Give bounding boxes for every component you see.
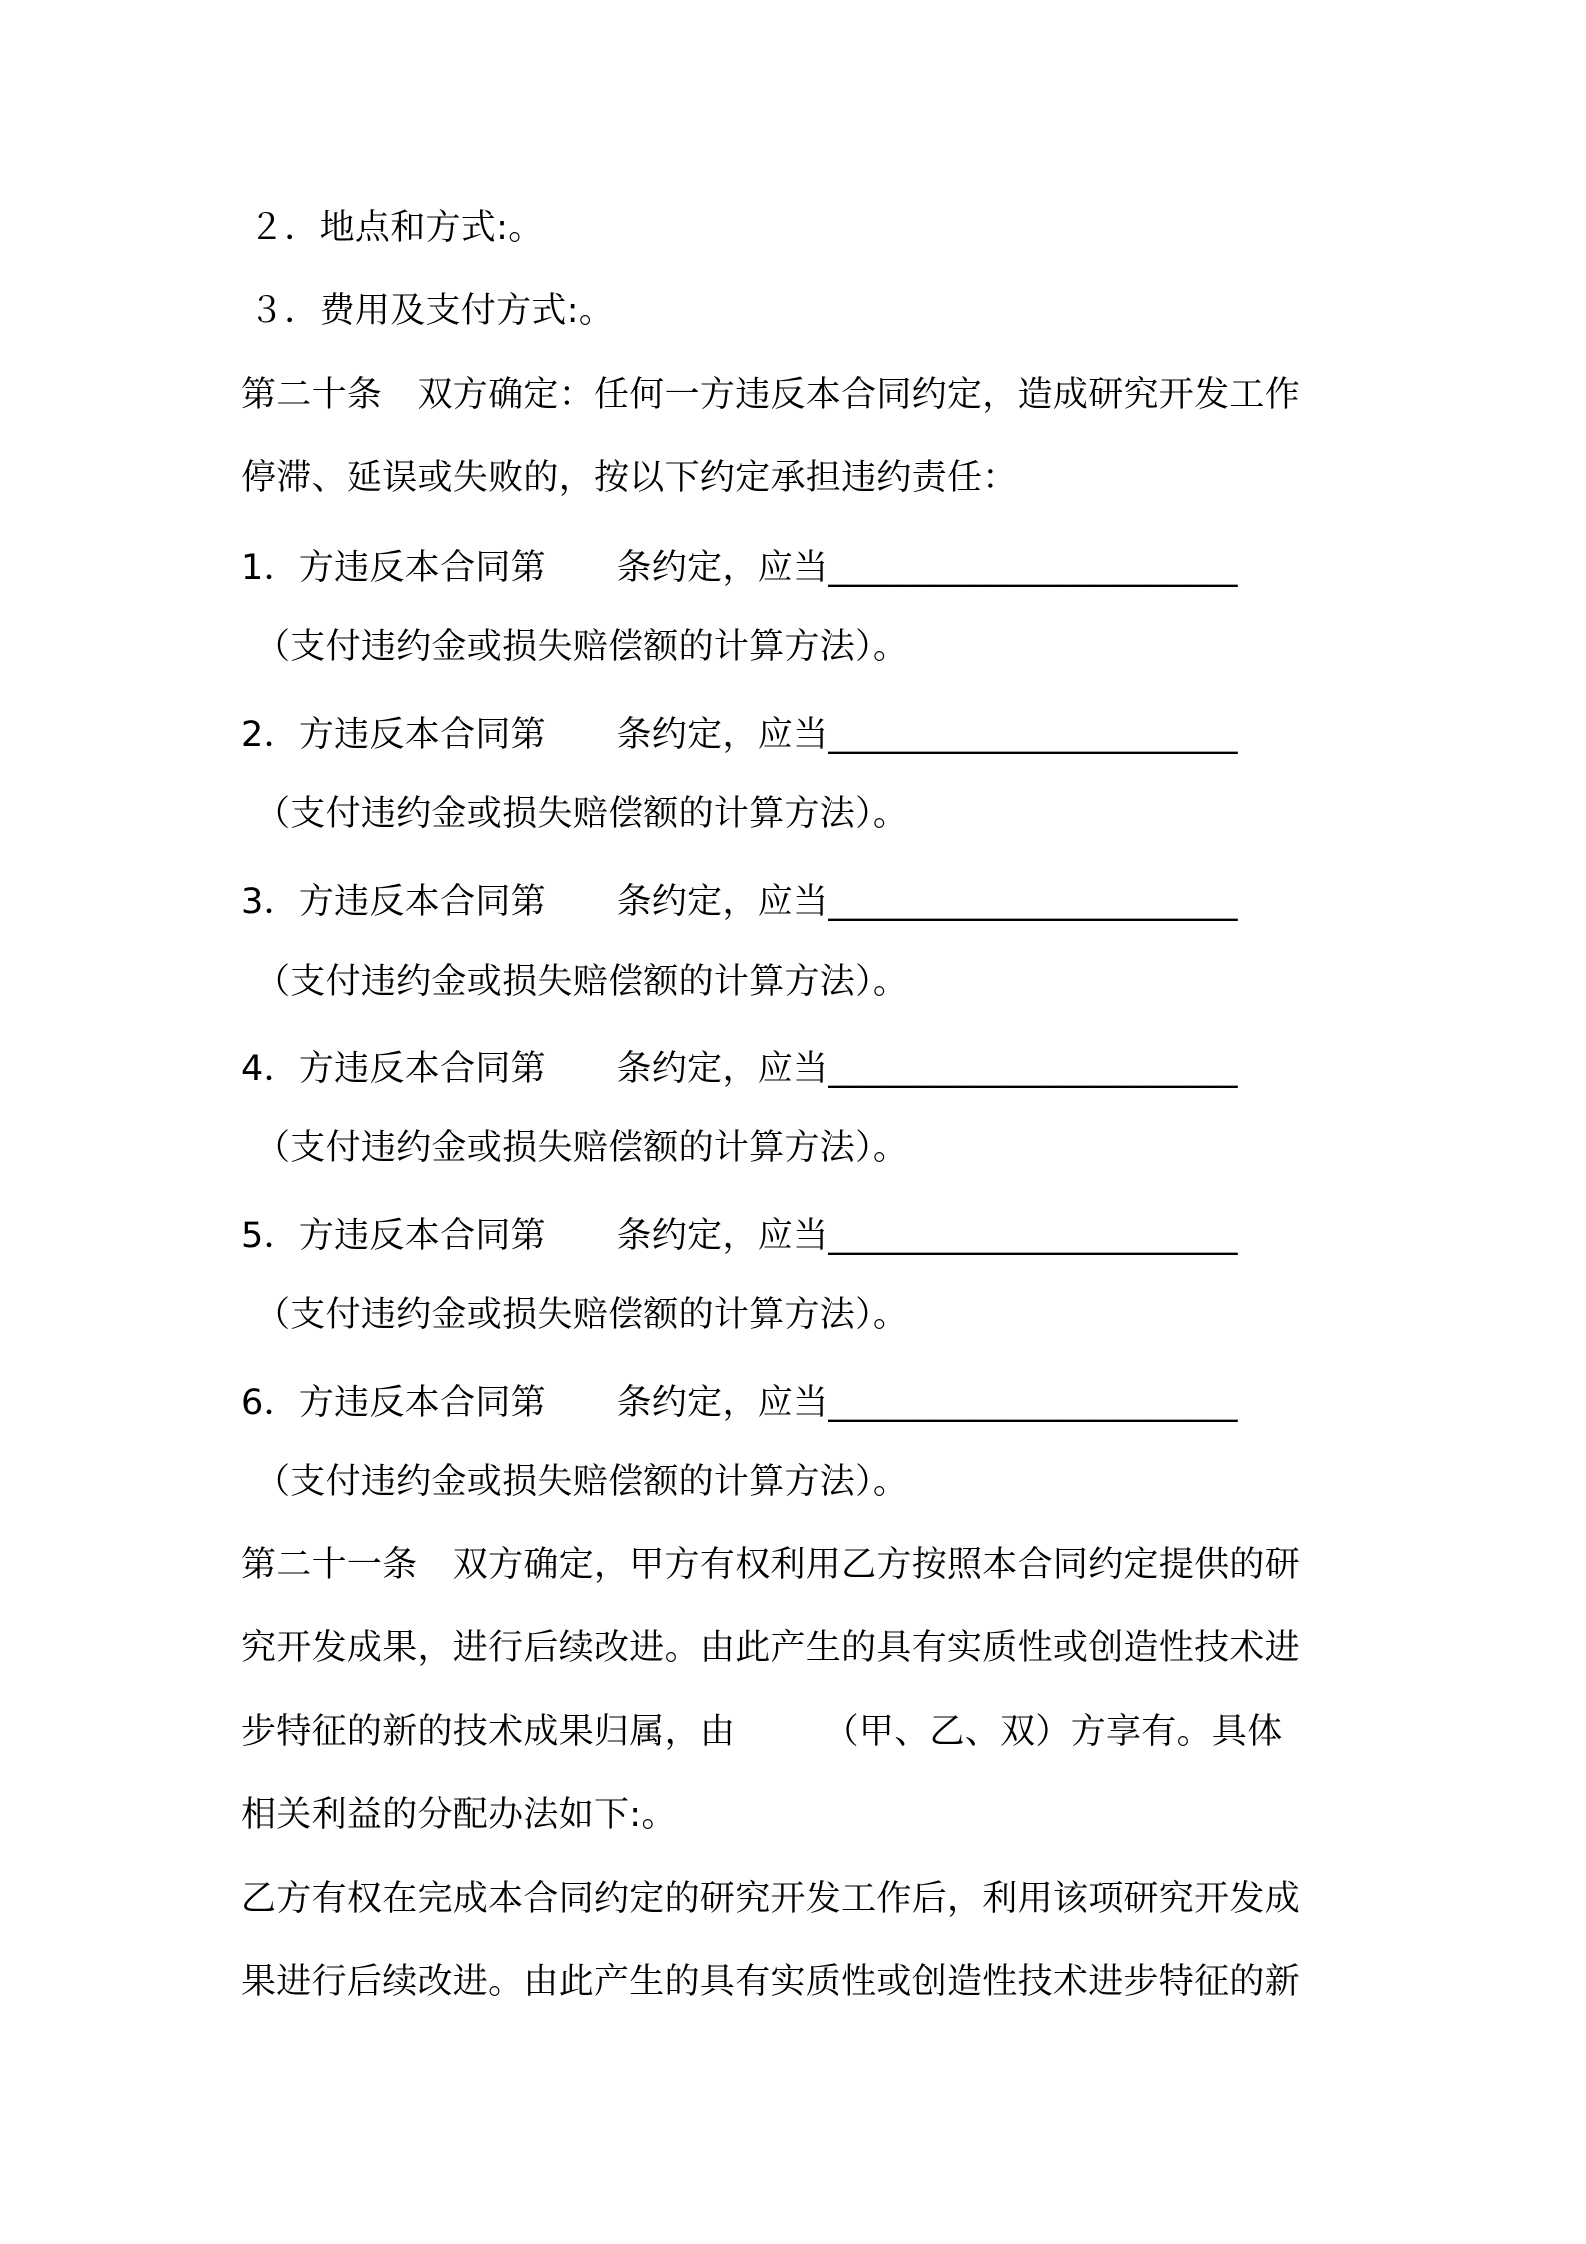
article-20-line-1: 第二十条 双方确定：任何一方违反本合同约定，造成研究开发工作 <box>241 375 1301 415</box>
article-21-line-3: 步特征的新的技术成果归属，由 （甲、乙、双）方享有。具体 <box>241 1712 1283 1752</box>
breach-item-4: 4．方违反本合同第 条约定，应当_______________________ <box>241 1049 1238 1089</box>
breach-item-6: 6．方违反本合同第 条约定，应当_______________________ <box>241 1383 1238 1423</box>
breach-item-2: 2．方违反本合同第 条约定，应当_______________________ <box>241 715 1238 755</box>
party-b-rights-line-2: 果进行后续改进。由此产生的具有实质性或创造性技术进步特征的新 <box>241 1962 1301 2002</box>
article-20-line-2: 停滞、延误或失败的，按以下约定承担违约责任： <box>241 458 1018 498</box>
article-21-line-1: 第二十一条 双方确定，甲方有权利用乙方按照本合同约定提供的研 <box>241 1545 1301 1585</box>
party-b-rights-line-1: 乙方有权在完成本合同约定的研究开发工作后，利用该项研究开发成 <box>241 1879 1301 1919</box>
breach-item-3: 3．方违反本合同第 条约定，应当_______________________ <box>241 882 1238 922</box>
breach-item-3-note: （支付违约金或损失赔偿额的计算方法）。 <box>255 962 909 1002</box>
breach-item-5-note: （支付违约金或损失赔偿额的计算方法）。 <box>255 1295 909 1335</box>
breach-item-1-note: （支付违约金或损失赔偿额的计算方法）。 <box>255 627 909 667</box>
breach-item-2-note: （支付违约金或损失赔偿额的计算方法）。 <box>255 794 909 834</box>
article-21-line-4: 相关利益的分配办法如下:。 <box>241 1795 677 1835</box>
breach-item-5: 5．方违反本合同第 条约定，应当_______________________ <box>241 1216 1238 1256</box>
clause-2-location-method: ２．地点和方式:。 <box>249 208 544 248</box>
breach-item-6-note: （支付违约金或损失赔偿额的计算方法）。 <box>255 1462 909 1502</box>
breach-item-1: 1．方违反本合同第 条约定，应当_______________________ <box>241 548 1238 588</box>
clause-3-fee-payment: ３．费用及支付方式:。 <box>249 291 615 331</box>
breach-item-4-note: （支付违约金或损失赔偿额的计算方法）。 <box>255 1128 909 1168</box>
article-21-line-2: 究开发成果，进行后续改进。由此产生的具有实质性或创造性技术进 <box>241 1628 1301 1668</box>
